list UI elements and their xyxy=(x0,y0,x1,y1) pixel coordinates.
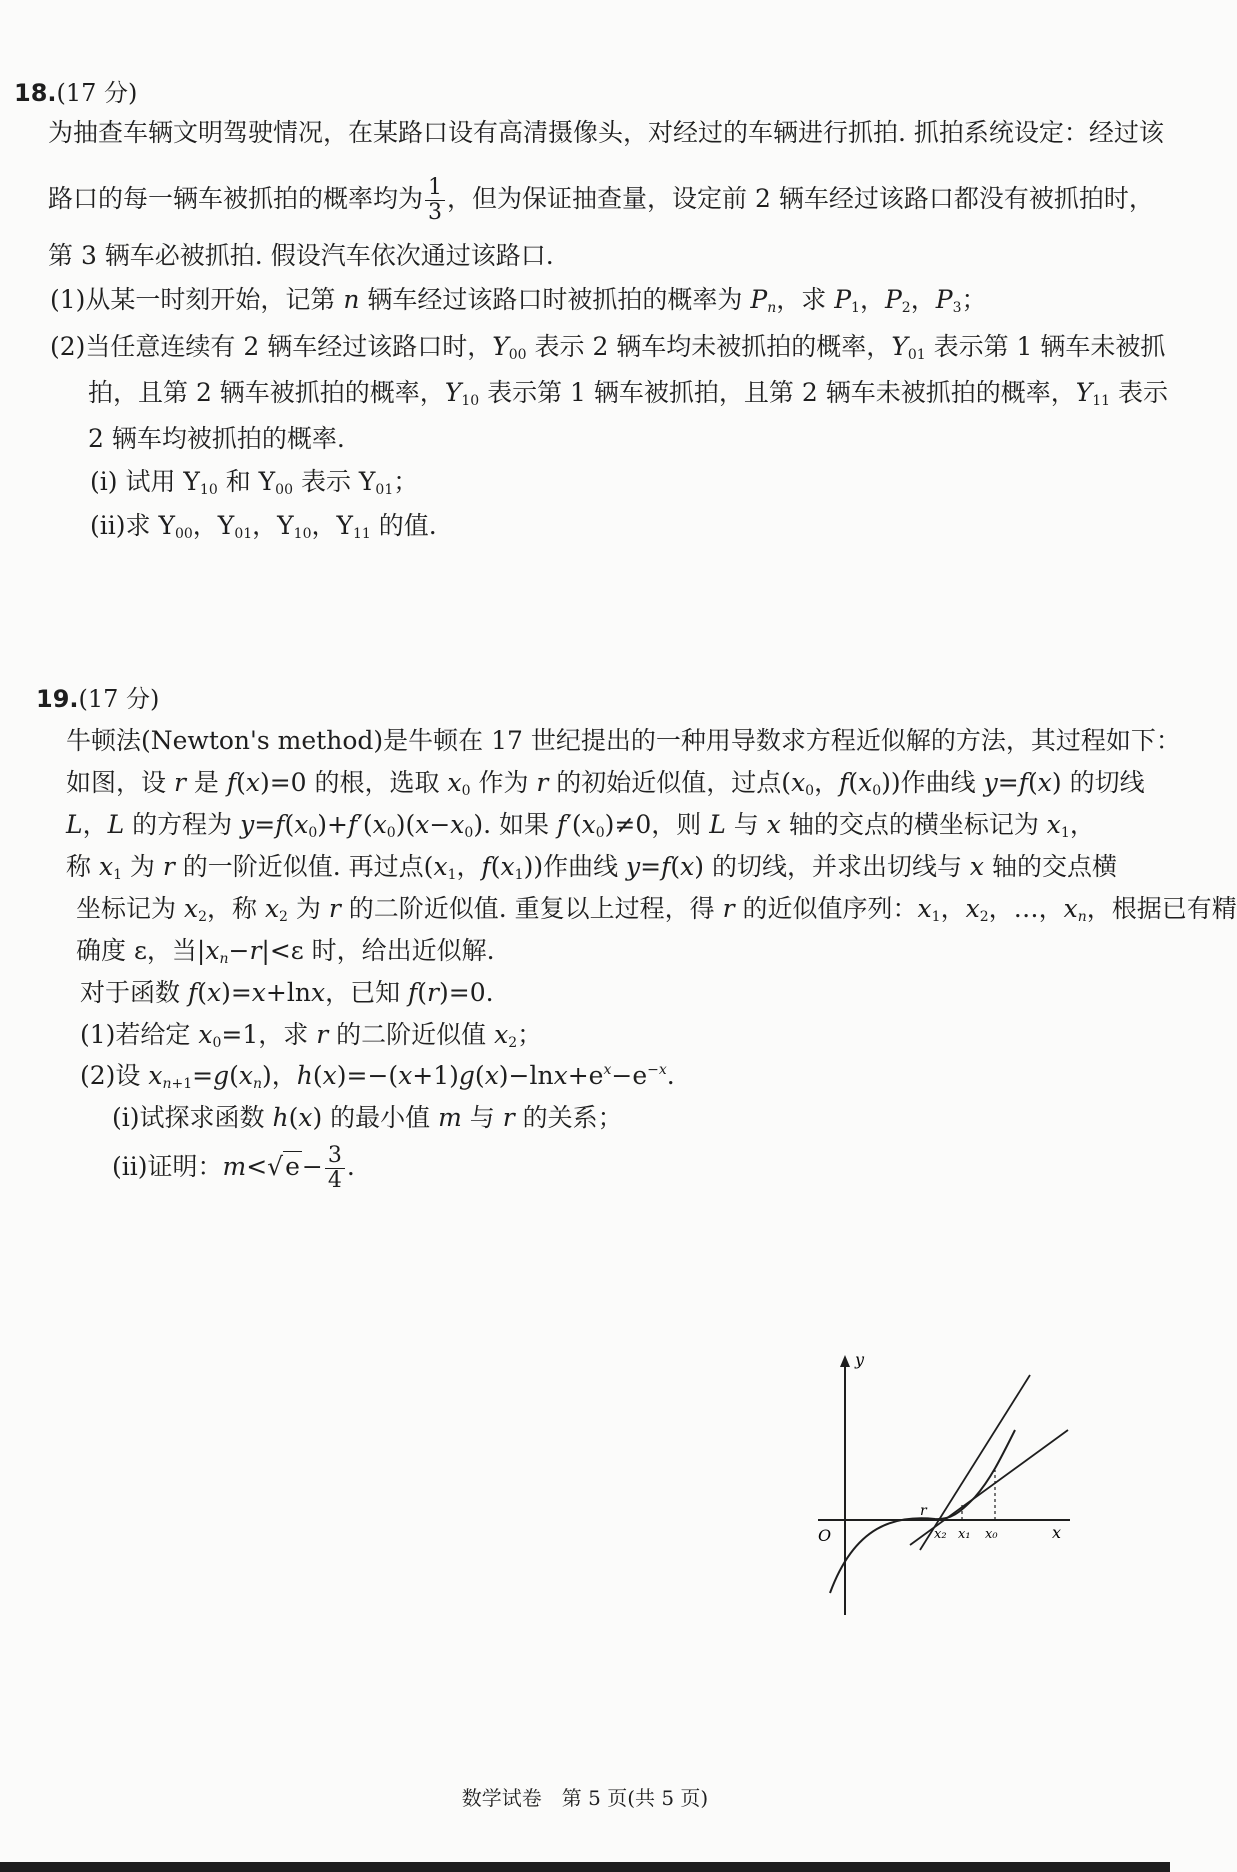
q19-line7: 对于函数 f(x)=x+lnx，已知 f(r)=0. xyxy=(80,978,494,1007)
scan-bottom-edge xyxy=(0,1862,1170,1872)
q18-part2-line1: (2)当任意连续有 2 辆车经过该路口时，$Y_{00}$ 表示 2 辆车均未被抓拍的概率，$Y_{01}$ 表示第 1 辆车未被抓 xyxy=(50,332,1166,363)
y-axis-label: y xyxy=(855,1350,865,1369)
page-footer: 数学试卷 第 5 页(共 5 页) xyxy=(461,1786,709,1810)
x1-label: x₁ xyxy=(958,1527,971,1542)
q19-part2: (2)设 $x_{n+1}=g(x_n)$，$h(x)=-(x+1)g(x)-\ln x+e^x-e^{-x}$. xyxy=(80,1061,675,1092)
q18-intro-line2: 路口的每一辆车被抓拍的概率均为 $\frac{1}{3}$ ，但为保证抽查量，设定前 2 辆车经过该路口都没有被抓拍时， xyxy=(48,175,1154,225)
q19-points: (17 分) xyxy=(78,685,160,713)
q19-part1: (1)若给定 $x_0=1$，求 r 的二阶近似值 $x_2$； xyxy=(80,1020,543,1051)
q18-part1: (1)从某一时刻开始，记第 n 辆车经过该路口时被抓拍的概率为 $P_n$，求 $P_1$，$P_2$，$P_3$； xyxy=(50,285,987,316)
origin-label: O xyxy=(818,1526,832,1545)
y-axis-arrow xyxy=(840,1355,850,1367)
x2-label: x₂ xyxy=(934,1527,947,1542)
q19-part2-i: (i)试探求函数 h(x) 的最小值 m 与 r 的关系； xyxy=(112,1103,623,1132)
q18-part2-line3: 2 辆车均被抓拍的概率. xyxy=(88,424,345,453)
q19-line6: 确度 ε，当$|x_n-r|<\varepsilon$ 时，给出近似解. xyxy=(76,936,495,967)
tangent-line-1 xyxy=(920,1375,1030,1550)
q18-points: (17 分) xyxy=(56,79,138,107)
q18-part2-ii: (ii)求 $Y_{00}$，$Y_{01}$，$Y_{10}$，$Y_{11}$ 的值. xyxy=(90,511,437,542)
q19-line1: 牛顿法(Newton's method)是牛顿在 17 世纪提出的一种用导数求方程近似解的方法，其过程如下： xyxy=(66,726,1181,755)
q19-line2: 如图，设 r 是 f(x)=0 的根，选取 $x_0$ 作为 r 的初始近似值，过点($x_0$，$f(x_0)$)作曲线 y=f(x) 的切线 xyxy=(66,768,1145,799)
x-axis-label: x xyxy=(1052,1523,1062,1542)
q19-part2-ii: (ii)证明：m<√e− $\frac{3}{4}$ . xyxy=(112,1143,355,1193)
q18-part2-line2: 拍，且第 2 辆车被抓拍的概率，$Y_{10}$ 表示第 1 辆车被抓拍，且第 2 辆车未被抓拍的概率，$Y_{11}$ 表示 xyxy=(88,378,1169,409)
newton-method-figure xyxy=(800,1345,1080,1605)
x0-label: x₀ xyxy=(985,1527,998,1542)
q18-number: 18. xyxy=(14,79,57,107)
q18-intro-line3: 第 3 辆车必被抓拍. 假设汽车依次通过该路口. xyxy=(48,241,554,270)
r-label: r xyxy=(920,1503,927,1519)
q18-part2-i: (i) 试用 $Y_{10}$ 和 $Y_{00}$ 表示 $Y_{01}$； xyxy=(90,467,419,498)
probability-fraction: $\frac{1}{3}$ xyxy=(425,176,445,225)
q19-line3: L，L 的方程为 $y=f(x_0)+f'(x_0)(x-x_0)$. 如果 $f'(x_0)\ne 0$，则 L 与 x 轴的交点的横坐标记为 $x_1$， xyxy=(66,810,1095,841)
q19-line4: 称 $x_1$ 为 r 的一阶近似值. 再过点($x_1$，$f(x_1)$)作曲线 y=f(x) 的切线，并求出切线与 x 轴的交点横 xyxy=(66,852,1117,883)
q18-header xyxy=(14,77,137,109)
q19-line5: 坐标记为 $x_2$，称 $x_2$ 为 r 的二阶近似值. 重复以上过程，得 r 的近似值序列：$x_1$，$x_2$，…，$x_n$，根据已有精 xyxy=(76,894,1237,925)
q19-number: 19. xyxy=(36,685,79,713)
q19-header xyxy=(36,683,159,715)
q18-intro-line1: 为抽查车辆文明驾驶情况，在某路口设有高清摄像头，对经过的车辆进行抓拍. 抓拍系统设定：经过该 xyxy=(48,118,1164,147)
three-quarters-fraction: $\frac{3}{4}$ xyxy=(325,1144,345,1193)
